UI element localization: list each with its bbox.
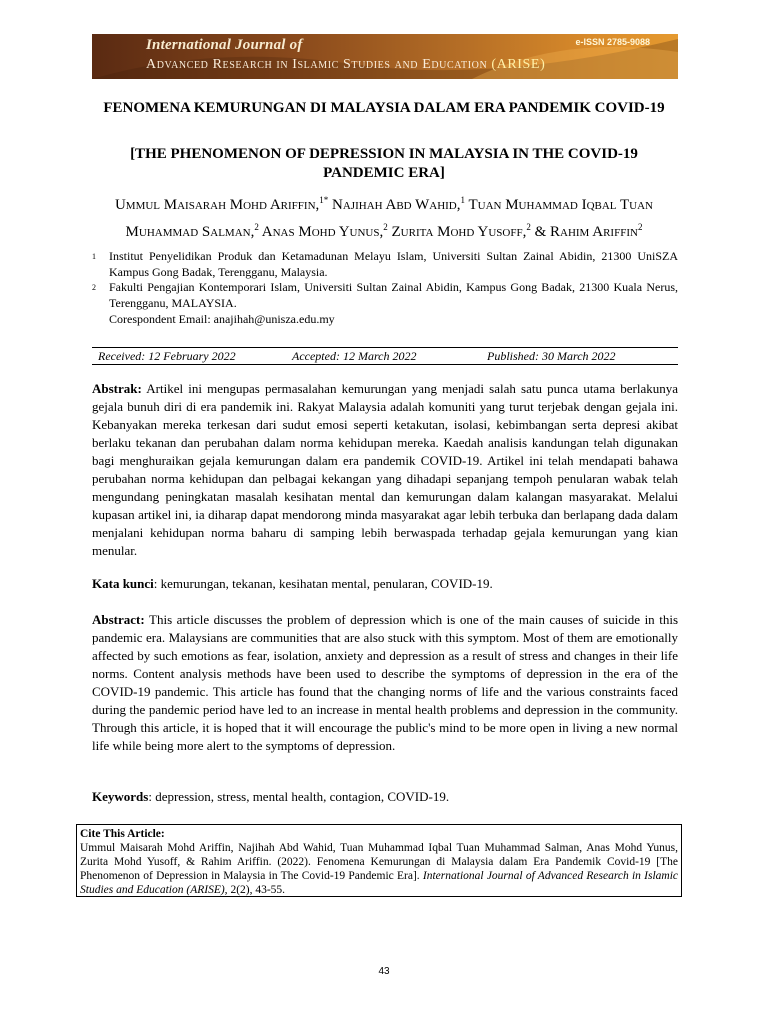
abstrak-text: Artikel ini mengupas permasalahan kemurungan yang menjadi salah satu punca utama berlakunya gejala bunuh diri di era pandemik ini. Rakyat Malaysia adalah komuniti yang turut terjebak dengan gejala ini. Kebanyakan mereka terkesan dari sudut emosi seperti ketakutan, isolasi, kebimbangan serta depresi akibat berlaku tekanan dan perubahan dalam norma kehidupan mereka. Kaedah analisis kandungan telah digunakan bagi menghuraikan gejala kemurungan dalam era pandemik COVID-19. Artikel ini telah mendapati bahawa perubahan norma kehidupan dan pelbagai kekangan yang dihadapi sepanjang tempoh penularan wabak telah mengundang peningkatan masalah kesihatan mental dan kemurungan dalam kalangan masyarakat. Melalui kupasan artikel ini, ia diharap dapat mendorong minda masyarakat agar lebih terbuka dan berlapang dada dalam menjalani kehidupan norma baharu di samping lebih berwaspada terhadap gejala kemurungan yang kian menular.	[92, 381, 678, 558]
journal-title-line1: International Journal of	[146, 37, 303, 53]
kata-kunci-section	[92, 575, 678, 593]
citation-tail: 2(2), 43-55.	[227, 884, 286, 896]
author-5-affil: 2	[526, 222, 531, 232]
author-1: Ummul Maisarah Mohd Ariffin,	[114, 197, 320, 213]
article-dates	[92, 347, 678, 365]
affiliation-1	[92, 249, 678, 280]
correspondent-email	[92, 312, 678, 328]
paper-title-english-line2: PANDEMIC ERA]	[323, 165, 445, 181]
issn-label: e-ISSN 2785-9088	[575, 37, 650, 47]
citation-journal: International Journal of Advanced Research in Islamic Studies and Education (ARISE),	[80, 870, 678, 896]
citation-body: Ummul Maisarah Mohd Ariffin, Najihah Abd Wahid, Tuan Muhammad Iqbal Tuan Muhammad Salman, Anas Mohd Yunus, Zurita Mohd Yusoff, & Rahim Ariffin. (2022). Fenomena Kemurungan di Malaysia dalam Era Pandemik Covid-19 [The Phenomenon of Depression in Malaysia in The Covid-19 Pandemic Era].	[80, 842, 678, 882]
citation-heading: Cite This Article:	[80, 828, 165, 840]
author-2: Najihah Abd Wahid,	[328, 197, 461, 213]
affiliation-1-text: Institut Penyelidikan Produk dan Ketamadunan Melayu Islam, Universiti Sultan Zainal Abidin, 21300 UniSZA Kampus Gong Badak, Terengganu, Malaysia.	[109, 249, 678, 279]
keywords-section	[92, 788, 678, 806]
journal-banner	[92, 34, 678, 79]
received-date: Received: 12 February 2022	[98, 349, 236, 363]
affiliation-1-number: 1	[92, 252, 96, 261]
correspondent-email-text: Corespondent Email: anajihah@unisza.edu.my	[109, 312, 335, 326]
author-3-cont: Muhammad Salman,	[125, 224, 255, 240]
affiliation-2	[92, 280, 678, 311]
keywords-label: Keywords	[92, 789, 149, 804]
author-6: & Rahim Ariffin	[530, 224, 638, 240]
paper-title-english	[78, 145, 690, 183]
page-number: 43	[378, 966, 390, 977]
kata-kunci-label: Kata kunci	[92, 576, 154, 591]
published-date: Published: 30 March 2022	[487, 349, 616, 363]
abstract-label: Abstract:	[92, 612, 145, 627]
abstrak-label: Abstrak:	[92, 381, 142, 396]
author-2-affil: 1	[460, 195, 465, 205]
author-4-affil: 2	[383, 222, 388, 232]
affiliation-2-number: 2	[92, 283, 96, 292]
author-list	[78, 189, 690, 243]
journal-title-main: Advanced Research in Islamic Studies and Education	[146, 57, 492, 72]
author-3: Tuan Muhammad Iqbal Tuan	[465, 197, 654, 213]
author-3-affil: 2	[254, 222, 259, 232]
author-4: Anas Mohd Yunus,	[258, 224, 384, 240]
author-6-affil: 2	[637, 222, 643, 232]
paper-title-english-line1: [THE PHENOMENON OF DEPRESSION IN MALAYSIA IN THE COVID-19	[130, 146, 638, 162]
abstract-section	[92, 611, 678, 755]
author-5: Zurita Mohd Yusoff,	[387, 224, 527, 240]
affiliation-2-text: Fakulti Pengajian Kontemporari Islam, Universiti Sultan Zainal Abidin, Kampus Gong Badak, 21300 Kuala Nerus, Terengganu, MALAYSIA.	[109, 280, 678, 310]
author-line-2	[78, 216, 690, 243]
citation-text	[80, 841, 678, 897]
citation-box	[76, 824, 682, 897]
author-1-affil: 1*	[319, 195, 329, 205]
kata-kunci-text: : kemurungan, tekanan, kesihatan mental, penularan, COVID-19.	[153, 576, 493, 591]
paper-title-malay: FENOMENA KEMURUNGAN DI MALAYSIA DALAM ERA PANDEMIK COVID-19	[103, 100, 665, 116]
author-line-1	[78, 189, 690, 216]
abstract-text: This article discusses the problem of depression which is one of the main causes of suicide in this pandemic era. Malaysians are communities that are also stuck with this symptom. Most of them are emotionally affected by such emotions as fear, isolation, anxiety and depression as a result of stress and changes in their life norms. Content analysis methods have been used to describe the symptoms of depression in the era of the COVID-19 pandemic. This article has found that the changing norms of life and the various constraints faced during the pandemic period have led to an increase in mental health problems and depression in the community. Through this article, it is hoped that it will encourage the public's mind to be more open in living a new normal life while being more alert to the symptoms of depression.	[92, 612, 678, 753]
accepted-date: Accepted: 12 March 2022	[292, 349, 417, 363]
journal-acronym: (ARISE)	[491, 57, 546, 72]
journal-title-line2	[146, 57, 545, 73]
abstrak-section	[92, 380, 678, 560]
keywords-text: : depression, stress, mental health, contagion, COVID-19.	[148, 789, 450, 804]
